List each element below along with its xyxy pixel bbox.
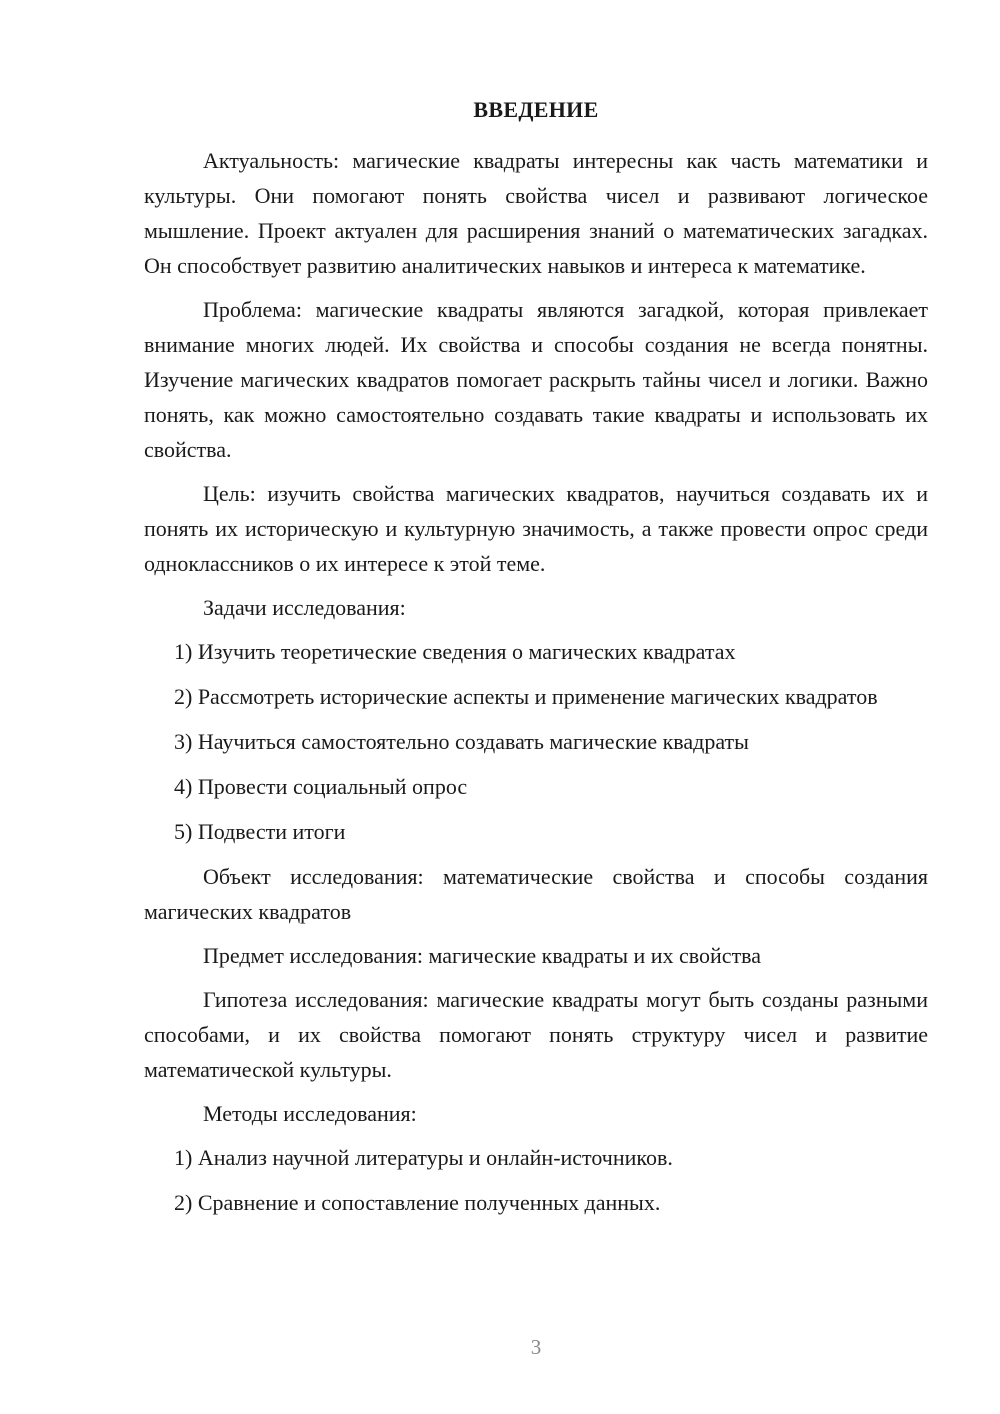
tasks-list	[144, 634, 928, 849]
tasks-heading: Задачи исследования:	[203, 595, 406, 620]
methods-heading: Методы исследования:	[203, 1101, 417, 1126]
problem-paragraph: Проблема: магические квадраты являются загадкой, которая привлекает внимание многих людей. Их свойства и способы создания не всегда понятны. Изучение магических квадратов помогает раскрыть тайны чисел и логики. Важно понять, как можно самостоятельно создавать такие квадраты и использовать их свойства.	[144, 297, 928, 462]
task-item: 2) Рассмотреть исторические аспекты и применение магических квадратов	[174, 684, 878, 709]
subject-paragraph: Предмет исследования: магические квадраты и их свойства	[203, 943, 762, 968]
hypothesis-paragraph: Гипотеза исследования: магические квадраты могут быть созданы разными способами, и их свойства помогают понять структуру чисел и развитие математической культуры.	[144, 987, 928, 1082]
task-item: 3) Научиться самостоятельно создавать магические квадраты	[174, 729, 749, 754]
page-number: 3	[530, 1335, 542, 1359]
methods-list	[144, 1140, 928, 1220]
method-item: 1) Анализ научной литературы и онлайн-источников.	[174, 1145, 673, 1170]
object-paragraph: Объект исследования: математические свойства и способы создания магических квадратов	[144, 864, 928, 924]
page-content	[144, 96, 928, 1230]
relevance-paragraph: Актуальность: магические квадраты интересны как часть математики и культуры. Они помогают понять свойства чисел и развивают логическое мышление. Проект актуален для расширения знаний о математических загадках. Он способствует развитию аналитических навыков и интереса к математике.	[144, 148, 928, 278]
task-item: 4) Провести социальный опрос	[174, 774, 468, 799]
section-title: ВВЕДЕНИЕ	[473, 97, 599, 122]
method-item: 2) Сравнение и сопоставление полученных данных.	[174, 1190, 661, 1215]
goal-paragraph: Цель: изучить свойства магических квадратов, научиться создавать их и понять их историческую и культурную значимость, а также провести опрос среди одноклассников о их интересе к этой теме.	[144, 481, 928, 576]
task-item: 1) Изучить теоретические сведения о магических квадратах	[174, 639, 736, 664]
task-item: 5) Подвести итоги	[174, 819, 346, 844]
